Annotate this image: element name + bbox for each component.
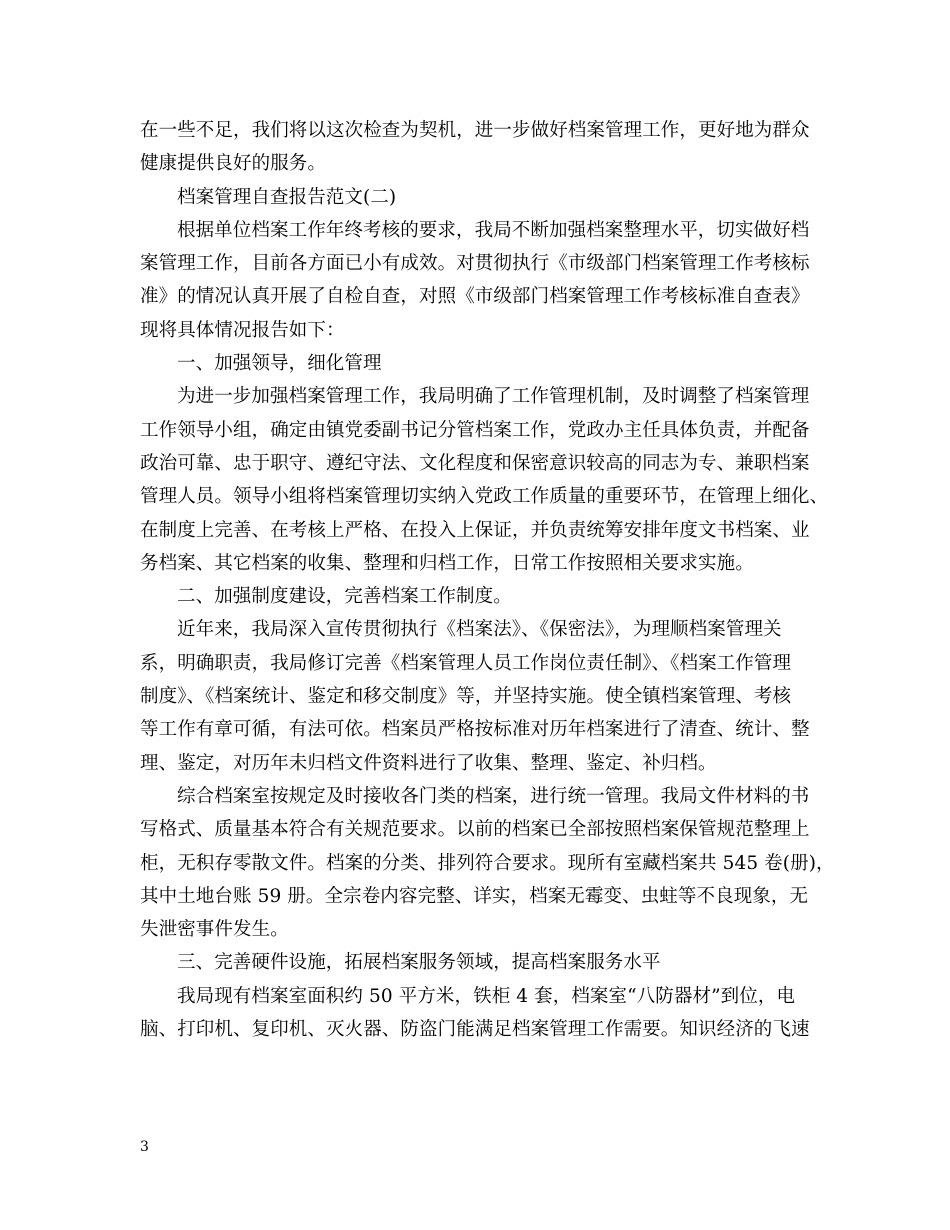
text-line: 现将具体情况报告如下： [140,319,345,341]
text-line: 在制度上完善、在考核上严格、在投入上保证，并负责统筹安排年度文书档案、业 [140,519,810,541]
text-line: 我局现有档案室面积约 50 平方米，铁柜 4 套，档案室“八防器材”到位，电 [177,985,796,1007]
text-line: 三、完善硬件设施，拓展档案服务领域，提高档案服务水平 [177,952,661,974]
text-line: 准》的情况认真开展了自检自查，对照《市级部门档案管理工作考核标准自查表》 [140,286,810,308]
text-line: 理、鉴定，对历年未归档文件资料进行了收集、整理、鉴定、补归档。 [140,752,717,774]
text-line: 政治可靠、忠于职守、遵纪守法、文化程度和保密意识较高的同志为专、兼职档案 [140,452,810,474]
text-line: 管理人员。领导小组将档案管理切实纳入党政工作质量的重要环节，在管理上细化、 [140,486,829,508]
text-line: 根据单位档案工作年终考核的要求，我局不断加强档案整理水平，切实做好档 [177,219,810,241]
text-line: 其中土地台账 59 册。全宗卷内容完整、详实，档案无霉变、虫蛀等不良现象，无 [140,885,809,907]
text-line: 案管理工作，目前各方面已小有成效。对贯彻执行《市级部门档案管理工作考核标 [140,253,810,275]
text-line: 系，明确职责，我局修订完善《档案管理人员工作岗位责任制》、《档案工作管理 [140,652,792,674]
text-line: 制度》、《档案统计、鉴定和移交制度》等，并坚持实施。使全镇档案管理、考核 [140,686,792,708]
text-line: 综合档案室按规定及时接收各门类的档案，进行统一管理。我局文件材料的书 [177,785,810,807]
text-line: 健康提供良好的服务。 [140,153,327,175]
text-line: 工作领导小组，确定由镇党委副书记分管档案工作，党政办主任具体负责，并配备 [140,419,810,441]
text-line: 近年来，我局深入宣传贯彻执行《档案法》、《保密法》，为理顺档案管理关 [177,619,782,641]
text-line: 务档案、其它档案的收集、整理和归档工作，日常工作按照相关要求实施。 [140,552,754,574]
text-line: 等工作有章可循，有法可依。档案员严格按标准对历年档案进行了清查、统计、整 [140,719,810,741]
text-line: 失泄密事件发生。 [140,919,289,941]
text-line: 写格式、质量基本符合有关规范要求。以前的档案已全部按照档案保管规范整理上 [140,819,810,841]
text-line: 柜，无积存零散文件。档案的分类、排列符合要求。现所有室藏档案共 545 卷(册)， [140,852,835,874]
text-line: 档案管理自查报告范文(二) [177,186,397,208]
page-number: 3 [140,1139,149,1155]
document-body [140,114,835,1046]
text-line: 为进一步加强档案管理工作，我局明确了工作管理机制，及时调整了档案管理 [177,386,810,408]
text-line: 脑、打印机、复印机、灭火器、防盗门能满足档案管理工作需要。知识经济的飞速 [140,1019,810,1041]
text-line: 一、加强领导，细化管理 [177,353,382,375]
text-line: 二、加强制度建设，完善档案工作制度。 [177,586,512,608]
text-line: 在一些不足，我们将以这次检查为契机，进一步做好档案管理工作，更好地为群众 [140,120,810,141]
